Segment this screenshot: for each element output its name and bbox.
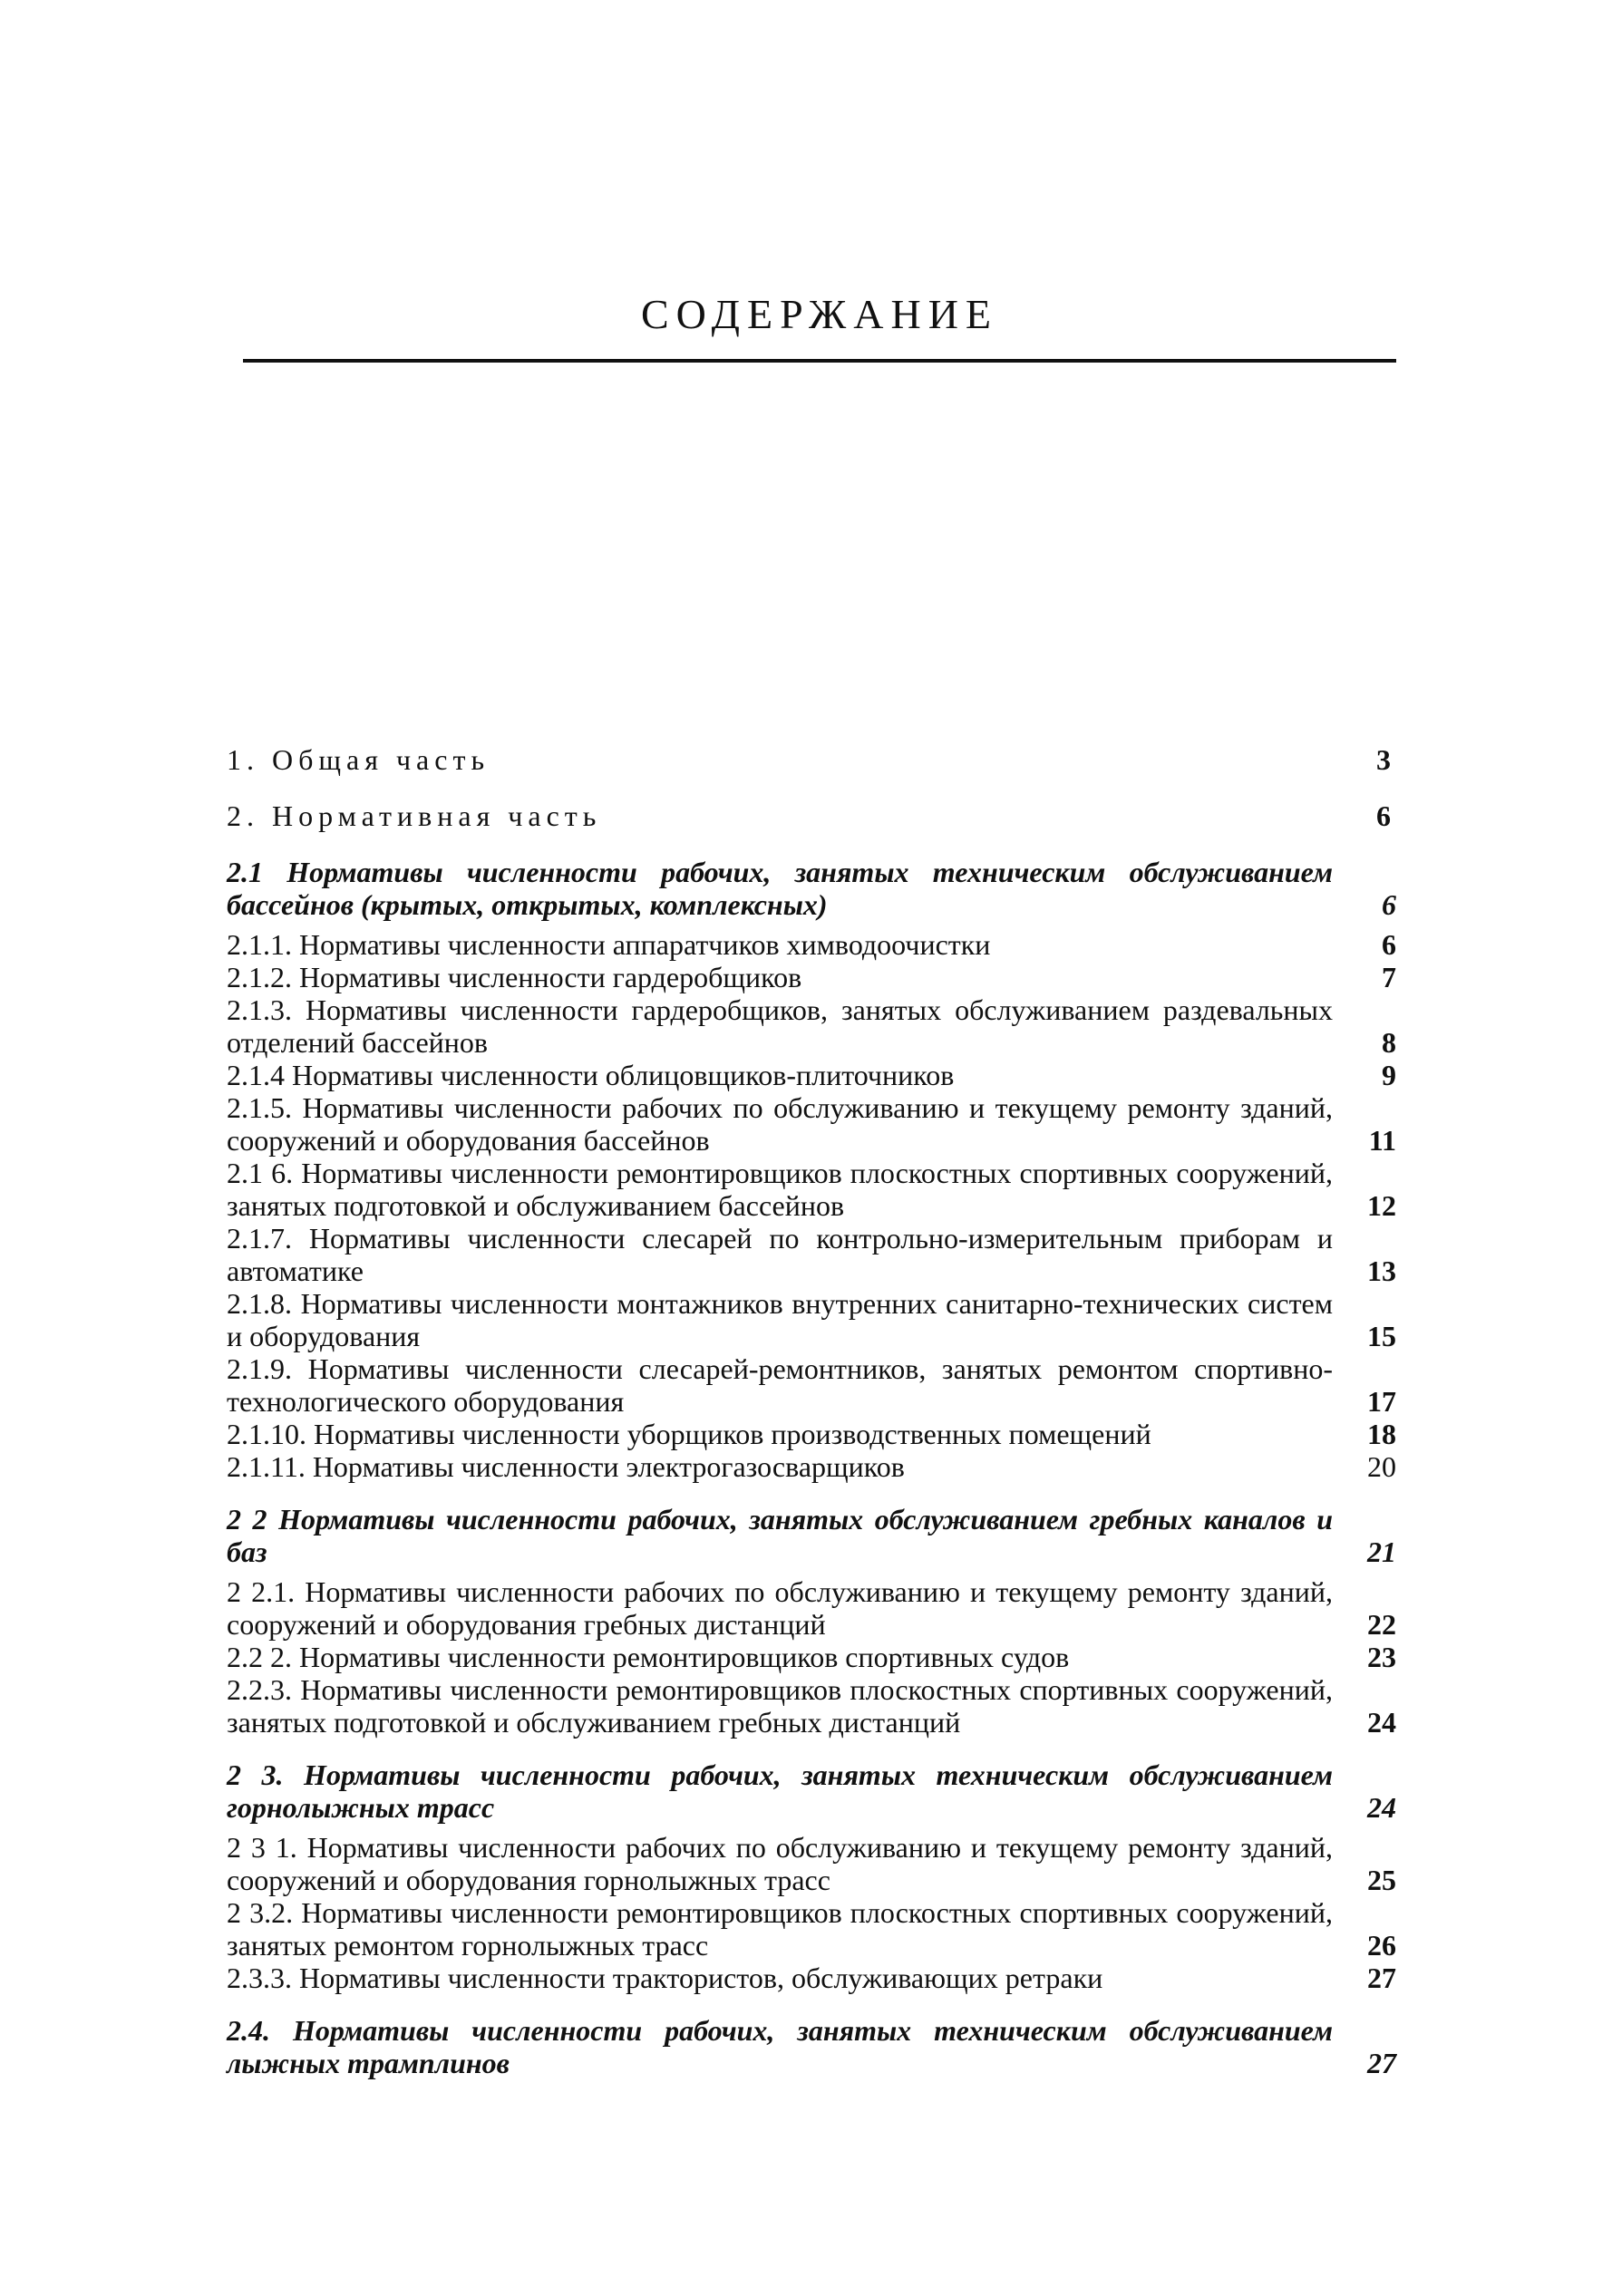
toc-entry-2-1-6[interactable] <box>227 1157 1396 1222</box>
toc-entry-text: 2.3.3. Нормативы численности трактористов, обслуживающих ретраки <box>227 1962 1103 1994</box>
toc-entry-text: 2 3 1. Нормативы численности рабочих по обслуживанию и текущему ремонту зданий, сооружений и оборудования горнолыжных трасс <box>227 1831 1333 1896</box>
toc-entry-text: 2.1.9. Нормативы численности слесарей-ремонтников, занятых ремонтом спортивно-технологического оборудования <box>227 1352 1333 1418</box>
toc-entry-2-1-9[interactable] <box>227 1352 1396 1418</box>
toc-entry-2-1-10[interactable] <box>227 1418 1396 1450</box>
toc-entry-text: 2.1.4 Нормативы численности облицовщиков-плиточников <box>227 1059 955 1091</box>
page-title: СОДЕРЖАНИЕ <box>640 291 999 337</box>
toc-entry-page: 7 <box>1382 961 1396 993</box>
table-of-contents <box>227 743 1396 2079</box>
toc-entry-page: 26 <box>1367 1929 1396 1962</box>
toc-entry-page: 18 <box>1367 1418 1396 1450</box>
toc-entry-2-1-5[interactable] <box>227 1091 1396 1157</box>
toc-entry-text: 2 3. Нормативы численности рабочих, занятых техническим обслуживанием горнолыжных трасс <box>227 1758 1333 1824</box>
toc-entry-text: 2.1.5. Нормативы численности рабочих по обслуживанию и текущему ремонту зданий, сооружений и оборудования бассейнов <box>227 1091 1333 1157</box>
toc-section-2-1[interactable] <box>227 856 1396 921</box>
toc-entry-text: 2.1.8. Нормативы численности монтажников внутренних санитарно-технических систем и оборудования <box>227 1287 1333 1352</box>
toc-entry-text: 2 2.1. Нормативы численности рабочих по обслуживанию и текущему ремонту зданий, сооружений и оборудования гребных дистанций <box>227 1575 1333 1641</box>
title-rule <box>243 359 1396 363</box>
toc-entry-2-1-11[interactable] <box>227 1450 1396 1483</box>
toc-entry-2-2-1[interactable] <box>227 1575 1396 1641</box>
toc-entry-page: 9 <box>1382 1059 1396 1091</box>
toc-entry-page: 11 <box>1368 1124 1396 1157</box>
toc-entry-text: 2.2.3. Нормативы численности ремонтировщиков плоскостных спортивных сооружений, занятых подготовкой и обслуживанием гребных дистанций <box>227 1673 1333 1739</box>
toc-entry-page: 20 <box>1367 1450 1396 1483</box>
toc-entry-2[interactable] <box>227 799 1396 832</box>
toc-entry-page: 24 <box>1367 1791 1396 1824</box>
toc-entry-page: 13 <box>1367 1255 1396 1287</box>
toc-entry-1[interactable] <box>227 743 1396 776</box>
toc-section-2-4[interactable] <box>227 2014 1396 2079</box>
toc-entry-page: 27 <box>1367 2047 1396 2079</box>
toc-entry-page: 21 <box>1367 1536 1396 1568</box>
toc-entry-text: 2.1.11. Нормативы численности электрогазосварщиков <box>227 1450 905 1483</box>
toc-section-2-2[interactable] <box>227 1503 1396 1568</box>
toc-entry-page: 17 <box>1367 1385 1396 1418</box>
toc-entry-text: 2 3.2. Нормативы численности ремонтировщиков плоскостных спортивных сооружений, занятых ремонтом горнолыжных трасс <box>227 1896 1333 1962</box>
toc-entry-text: 2.1 6. Нормативы численности ремонтировщиков плоскостных спортивных сооружений, занятых подготовкой и обслуживанием бассейнов <box>227 1157 1333 1222</box>
toc-entry-page: 6 <box>1382 928 1396 961</box>
toc-entry-text: 2.1.10. Нормативы численности уборщиков производственных помещений <box>227 1418 1151 1450</box>
toc-entry-2-1-7[interactable] <box>227 1222 1396 1287</box>
toc-entry-2-3-1[interactable] <box>227 1831 1396 1896</box>
toc-entry-page: 25 <box>1367 1864 1396 1896</box>
toc-entry-2-1-3[interactable] <box>227 993 1396 1059</box>
toc-entry-2-2-3[interactable] <box>227 1673 1396 1739</box>
toc-entry-text: 2.2 2. Нормативы численности ремонтировщиков спортивных судов <box>227 1641 1070 1673</box>
toc-entry-page: 22 <box>1367 1608 1396 1641</box>
toc-entry-2-1-2[interactable] <box>227 961 1396 993</box>
toc-entry-text: 1. Общая часть <box>227 743 497 776</box>
toc-entry-2-2-2[interactable] <box>227 1641 1396 1673</box>
toc-entry-text: 2.1 Нормативы численности рабочих, занятых техническим обслуживанием бассейнов (крытых, открытых, комплексных) <box>227 856 1333 921</box>
toc-entry-2-3-2[interactable] <box>227 1896 1396 1962</box>
toc-entry-page: 3 <box>1376 743 1396 776</box>
toc-entry-text: 2.1.2. Нормативы численности гардеробщиков <box>227 961 802 993</box>
toc-entry-page: 27 <box>1367 1962 1396 1994</box>
toc-entry-page: 6 <box>1376 799 1396 832</box>
toc-section-2-3[interactable] <box>227 1758 1396 1824</box>
toc-entry-text: 2.1.7. Нормативы численности слесарей по контрольно-измерительным приборам и автоматике <box>227 1222 1333 1287</box>
toc-entry-page: 6 <box>1382 888 1396 921</box>
toc-entry-text: 2.1.3. Нормативы численности гардеробщиков, занятых обслуживанием раздевальных отделений бассейнов <box>227 993 1333 1059</box>
toc-entry-text: 2.4. Нормативы численности рабочих, занятых техническим обслуживанием лыжных трамплинов <box>227 2014 1333 2079</box>
toc-entry-text: 2 2 Нормативы численности рабочих, занятых обслуживанием гребных каналов и баз <box>227 1503 1333 1568</box>
toc-entry-page: 24 <box>1367 1706 1396 1739</box>
toc-entry-page: 23 <box>1367 1641 1396 1673</box>
toc-entry-page: 12 <box>1367 1189 1396 1222</box>
toc-entry-2-1-8[interactable] <box>227 1287 1396 1352</box>
toc-entry-page: 8 <box>1382 1026 1396 1059</box>
toc-entry-text: 2.1.1. Нормативы численности аппаратчиков химводоочистки <box>227 928 991 961</box>
toc-entry-2-3-3[interactable] <box>227 1962 1396 1994</box>
toc-entry-2-1-4[interactable] <box>227 1059 1396 1091</box>
toc-entry-text: 2. Нормативная часть <box>227 799 608 832</box>
toc-entry-page: 15 <box>1367 1320 1396 1352</box>
toc-entry-2-1-1[interactable] <box>227 928 1396 961</box>
